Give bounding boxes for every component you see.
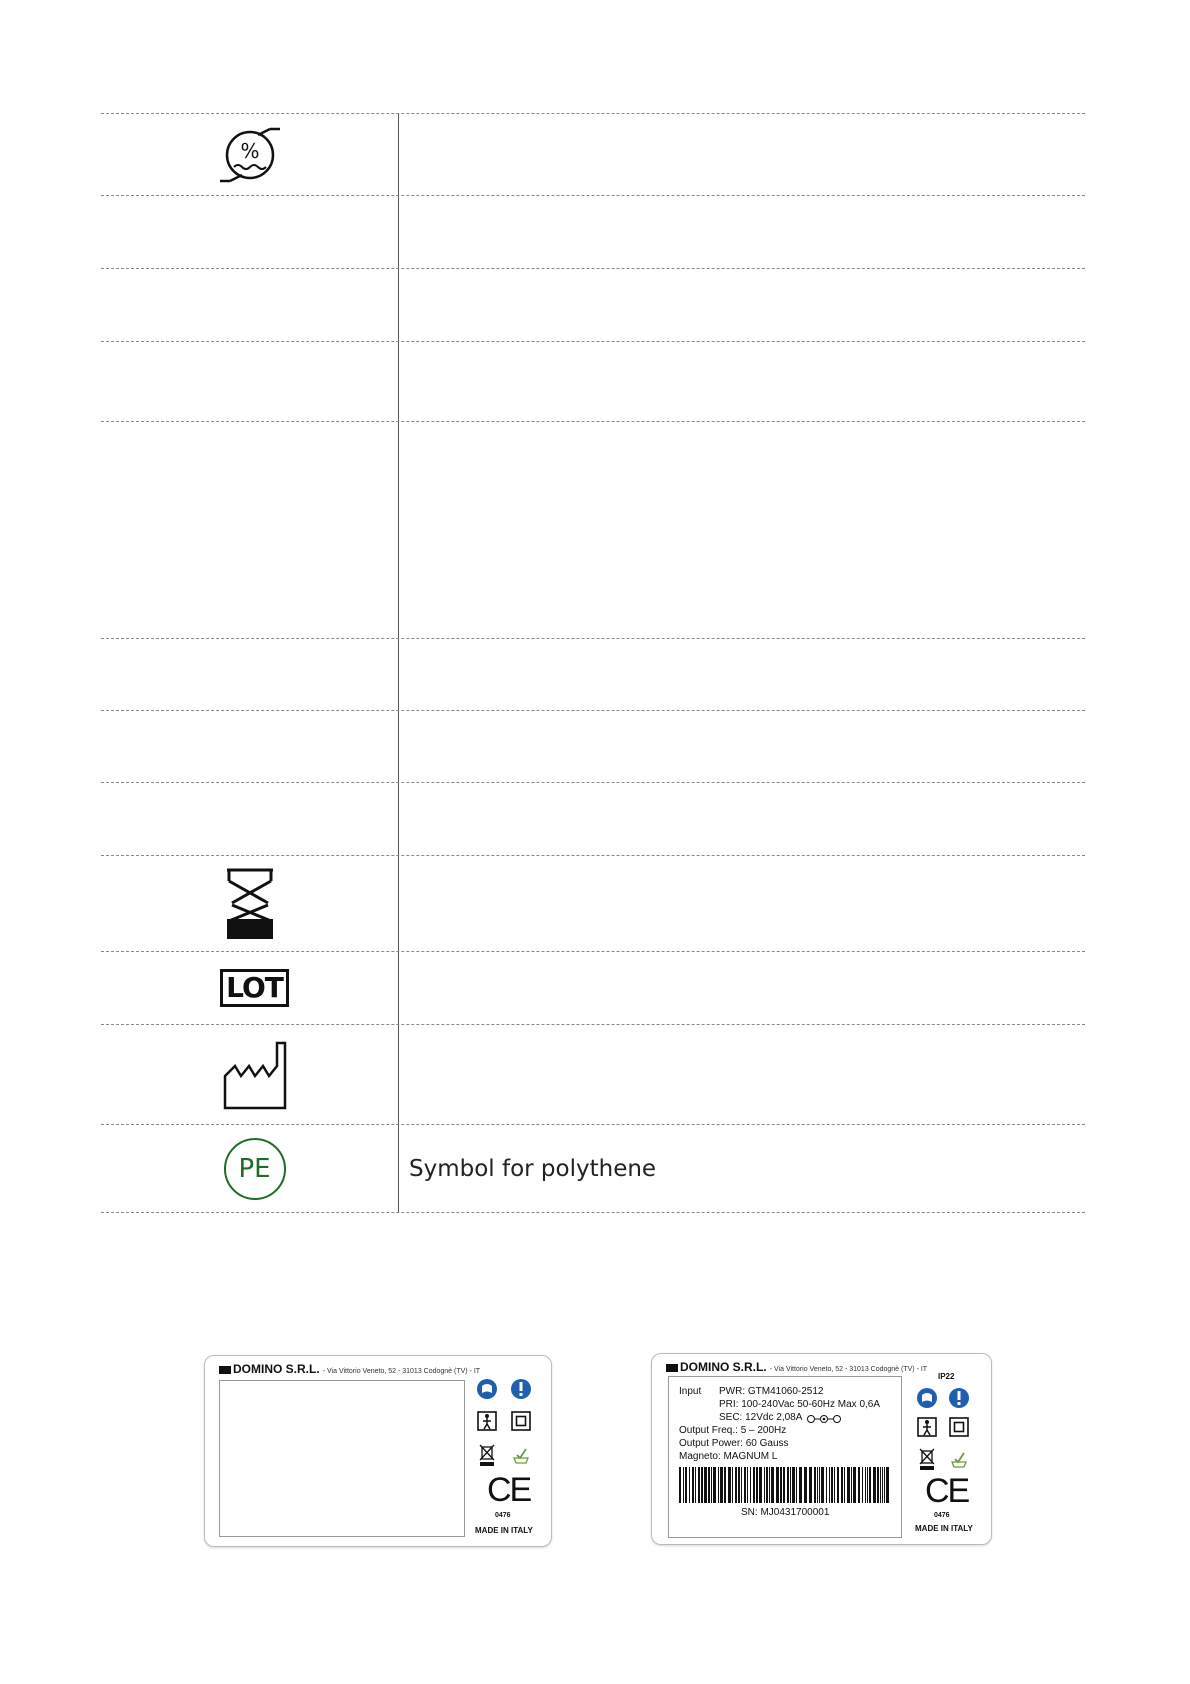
pe-recycling-icon: [224, 1138, 286, 1200]
barcode-bar: [847, 1467, 850, 1503]
barcode-bar: [796, 1467, 797, 1503]
symbols-table: [101, 113, 1085, 1213]
barcode-bar: [877, 1467, 879, 1503]
table-row: [101, 421, 1085, 638]
recycling-icon: [512, 1444, 530, 1464]
barcode-bar: [695, 1467, 696, 1503]
barcode-bar: [738, 1467, 740, 1503]
barcode-bar: [869, 1467, 871, 1503]
barcode-bar: [851, 1467, 852, 1503]
description-cell: [399, 114, 1085, 195]
description-cell: [399, 711, 1085, 782]
weee-bin-icon: [478, 1443, 496, 1467]
barcode-bar: [792, 1467, 795, 1503]
barcode-bar: [804, 1467, 807, 1503]
barcode-bar: [787, 1467, 789, 1503]
symbol-cell: [101, 1125, 399, 1212]
barcode-bar: [873, 1467, 876, 1503]
device-label-filled: [651, 1353, 992, 1545]
table-row: [101, 113, 1085, 195]
table-row: [101, 268, 1085, 341]
pwr-line: PWR: GTM41060-2512: [719, 1386, 824, 1397]
table-row: [101, 1024, 1085, 1124]
symbol-cell: [101, 952, 399, 1024]
warning-icon: [510, 1378, 532, 1400]
serial-number: SN: MJ0431700001: [741, 1507, 830, 1518]
table-row: [101, 855, 1085, 951]
barcode-bar: [826, 1467, 827, 1503]
description-cell: [399, 269, 1085, 341]
notified-body-number: 0476: [934, 1512, 950, 1519]
barcode-bar: [783, 1467, 785, 1503]
notified-body-number: 0476: [495, 1512, 511, 1519]
label-blank-area: [219, 1380, 465, 1537]
barcode-bar: [865, 1467, 866, 1503]
company-name: DOMINO S.R.L.: [680, 1360, 767, 1374]
description-cell: [399, 783, 1085, 855]
barcode-bar: [817, 1467, 818, 1503]
lot-icon-text: LOT: [226, 971, 283, 1004]
description-cell: [399, 952, 1085, 1024]
sec-line: SEC: 12Vdc 2,08A: [719, 1412, 803, 1423]
barcode-bar: [884, 1467, 885, 1503]
barcode-bar: [769, 1467, 770, 1503]
type-bf-icon: [477, 1411, 497, 1431]
factory-logo-icon: [666, 1364, 678, 1372]
barcode-bar: [750, 1467, 751, 1503]
table-row: [101, 710, 1085, 782]
barcode-bar: [747, 1467, 748, 1503]
class-ii-icon: [949, 1417, 969, 1437]
pe-icon-text: PE: [238, 1153, 271, 1184]
description-cell: [399, 856, 1085, 951]
barcode-bar: [741, 1467, 742, 1503]
symbol-cell: [101, 639, 399, 710]
symbol-cell: [101, 783, 399, 855]
humidity-limit-icon: [218, 123, 282, 187]
barcode-bar: [867, 1467, 868, 1503]
ip-rating: IP22: [938, 1372, 955, 1381]
barcode-bar: [776, 1467, 779, 1503]
barcode-bar: [759, 1467, 762, 1503]
symbol-cell: [101, 856, 399, 951]
barcode-bar: [708, 1467, 710, 1503]
barcode-bar: [844, 1467, 845, 1503]
barcode-bar: [780, 1467, 782, 1503]
symbol-cell: [101, 1025, 399, 1124]
table-row: [101, 951, 1085, 1024]
barcode-bar: [704, 1467, 707, 1503]
barcode-bar: [829, 1467, 830, 1503]
recycling-icon: [950, 1448, 968, 1468]
description-cell: [399, 1025, 1085, 1124]
barcode-bar: [713, 1467, 716, 1503]
description-cell: [399, 639, 1085, 710]
barcode-bar: [837, 1467, 839, 1503]
label-header: [219, 1362, 480, 1376]
device-label-blank: [204, 1355, 552, 1547]
label-spec-area: [668, 1376, 902, 1538]
barcode-bar: [732, 1467, 733, 1503]
ce-mark: CE: [925, 1472, 969, 1510]
barcode-bar: [685, 1467, 687, 1503]
barcode-bar: [862, 1467, 863, 1503]
barcode-bar: [853, 1467, 856, 1503]
barcode-bar: [799, 1467, 802, 1503]
barcode-bar: [683, 1467, 684, 1503]
company-name: DOMINO S.R.L.: [233, 1362, 320, 1376]
warning-icon: [948, 1387, 970, 1409]
barcode-bar: [764, 1467, 765, 1503]
operator-manual-icon: [476, 1378, 498, 1400]
description-cell: Symbol for polythene: [409, 1155, 657, 1182]
magneto-line: Magneto: MAGNUM L: [679, 1451, 778, 1462]
barcode-bar: [735, 1467, 737, 1503]
barcode-bar: [701, 1467, 703, 1503]
barcode-bar: [858, 1467, 860, 1503]
barcode-bar: [821, 1467, 824, 1503]
hourglass-expiry-icon: [224, 867, 276, 941]
operator-manual-icon: [916, 1387, 938, 1409]
factory-logo-icon: [219, 1366, 231, 1374]
barcode-bar: [692, 1467, 694, 1503]
output-power-line: Output Power: 60 Gauss: [679, 1438, 789, 1449]
type-bf-icon: [917, 1417, 937, 1437]
symbol-cell: [101, 711, 399, 782]
barcode-bar: [720, 1467, 723, 1503]
barcode-bar: [882, 1467, 883, 1503]
class-ii-icon: [511, 1411, 531, 1431]
barcode-bar: [753, 1467, 755, 1503]
barcode-bar: [766, 1467, 768, 1503]
pri-line: PRI: 100-240Vac 50-60Hz Max 0,6A: [719, 1399, 881, 1410]
made-in-italy: MADE IN ITALY: [915, 1524, 973, 1533]
barcode-bar: [679, 1467, 681, 1503]
barcode-bar: [711, 1467, 712, 1503]
lot-icon: [220, 969, 289, 1007]
company-address: - Via Vittorio Veneto, 52 - 31013 Codognè (TV) - IT: [322, 1368, 481, 1375]
weee-bin-icon: [918, 1447, 936, 1471]
table-row: [101, 638, 1085, 710]
made-in-italy: MADE IN ITALY: [475, 1526, 533, 1535]
table-row: [101, 1124, 1085, 1213]
polarity-icon: [807, 1414, 841, 1424]
description-cell: [399, 422, 1085, 638]
table-row: [101, 341, 1085, 421]
barcode-bar: [728, 1467, 731, 1503]
barcode-bar: [814, 1467, 816, 1503]
table-row: [101, 195, 1085, 268]
label-header: [666, 1360, 927, 1374]
svg-text:%: %: [239, 138, 260, 163]
barcode-bar: [718, 1467, 719, 1503]
barcode-bar: [771, 1467, 774, 1503]
barcode-bar: [809, 1467, 812, 1503]
serial-barcode: [679, 1467, 891, 1503]
barcode-bar: [831, 1467, 833, 1503]
manufacturer-icon: [222, 1040, 288, 1110]
symbol-cell: [101, 422, 399, 638]
symbol-cell: [101, 114, 399, 195]
barcode-bar: [790, 1467, 791, 1503]
barcode-bar: [841, 1467, 843, 1503]
company-address: - Via Vittorio Veneto, 52 - 31013 Codognè (TV) - IT: [769, 1366, 928, 1373]
barcode-bar: [689, 1467, 690, 1503]
barcode-bar: [724, 1467, 726, 1503]
barcode-bar: [744, 1467, 746, 1503]
input-label: Input: [679, 1386, 702, 1397]
output-freq-line: Output Freq.: 5 – 200Hz: [679, 1425, 787, 1436]
barcode-bar: [880, 1467, 881, 1503]
barcode-bar: [756, 1467, 758, 1503]
description-cell: [399, 342, 1085, 421]
barcode-bar: [819, 1467, 820, 1503]
barcode-bar: [886, 1467, 889, 1503]
symbol-cell: [101, 196, 399, 268]
symbol-cell: [101, 269, 399, 341]
table-row: [101, 782, 1085, 855]
description-cell: [399, 196, 1085, 268]
barcode-bar: [698, 1467, 700, 1503]
ce-mark: CE: [487, 1471, 531, 1509]
symbol-cell: [101, 342, 399, 421]
barcode-bar: [834, 1467, 835, 1503]
